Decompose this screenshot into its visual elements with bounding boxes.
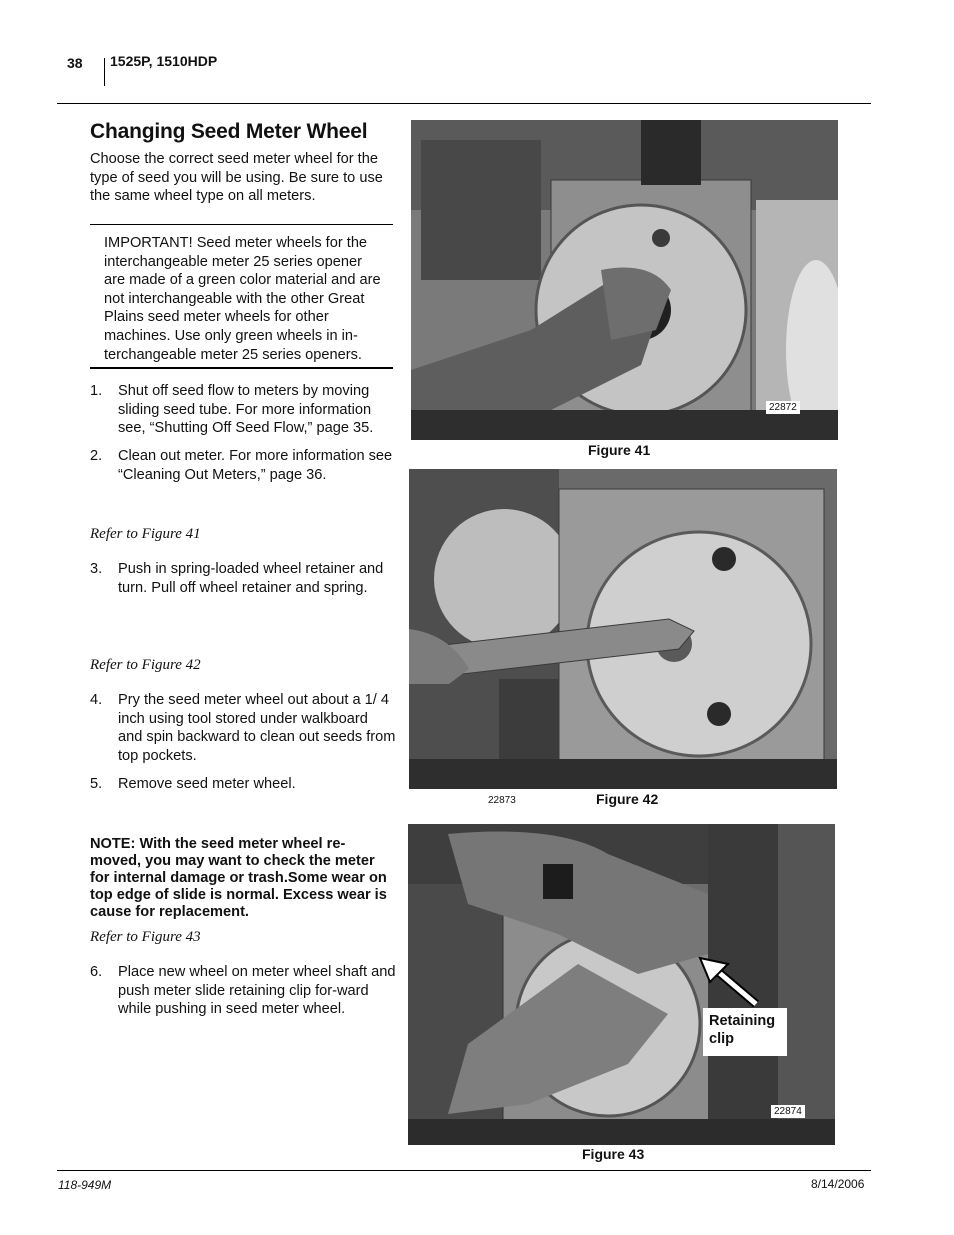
step-text: Shut off seed flow to meters by moving sliding seed tube. For more information see, “Shutting Off Seed Flow,” page 35.	[118, 383, 374, 437]
figure-caption: Figure 42	[596, 791, 659, 807]
step-number: 3.	[90, 561, 103, 577]
footer-rule	[57, 1170, 871, 1171]
step-number: 4.	[90, 692, 103, 708]
figure-caption: Figure 43	[582, 1146, 645, 1162]
step-number: 6.	[90, 964, 103, 980]
step-number: 5.	[90, 776, 103, 792]
figure-reference: Refer to Figure 43	[90, 929, 201, 945]
document-number: 118-949M	[58, 1178, 112, 1192]
retaining-clip-callout: Retaining clip	[703, 1008, 787, 1056]
pry-tool-image	[409, 469, 837, 789]
step-text: Place new wheel on meter wheel shaft and push meter slide retaining clip for-ward while pushing in seed meter wheel.	[118, 964, 396, 1018]
step-text: Pry the seed meter wheel out about a 1/ 4 inch using tool stored under walkboard and spin backward to clean out seeds from top pockets.	[118, 692, 396, 764]
figure-caption: Figure 41	[588, 442, 651, 458]
section-title: Changing Seed Meter Wheel	[90, 120, 368, 143]
step-text: Remove seed meter wheel.	[118, 776, 296, 792]
step-number: 1.	[90, 383, 103, 399]
note-paragraph: NOTE: With the seed meter wheel re-moved, you may want to check the meter for internal damage or trash.Some wear on top edge of slide is normal. Excess wear is cause for replacement.	[90, 836, 387, 920]
step-number: 2.	[90, 448, 103, 464]
step-text: Clean out meter. For more information see “Cleaning Out Meters,” page 36.	[118, 448, 393, 483]
model-title: 1525P, 1510HDP	[110, 53, 218, 69]
figure-reference: Refer to Figure 42	[90, 657, 201, 673]
photo-number: 22874	[771, 1105, 805, 1118]
figure-reference: Refer to Figure 41	[90, 526, 201, 542]
figure-42-photo	[409, 469, 837, 789]
figure-43-photo	[408, 824, 835, 1145]
important-notice: IMPORTANT! Seed meter wheels for the interchangeable meter 25 series opener are made of a green color material and are not interchangeable with the other Great Plains seed meter wheels for other machines. Use only green wheels in in-terchangeable meter 25 series openers.	[104, 235, 381, 363]
photo-number: 22872	[766, 401, 800, 414]
header-rule	[57, 103, 871, 104]
revision-date: 8/14/2006	[811, 1177, 865, 1191]
photo-number: 22873	[485, 794, 519, 807]
header-divider	[104, 58, 105, 86]
intro-paragraph: Choose the correct seed meter wheel for the type of seed you will be using. Be sure to use the same wheel type on all meters.	[90, 151, 383, 205]
figure-41-photo	[411, 120, 838, 440]
important-rule-bottom	[90, 367, 393, 369]
step-text: Push in spring-loaded wheel retainer and turn. Pull off wheel retainer and spring.	[118, 561, 384, 596]
important-rule-top	[90, 224, 393, 225]
new-wheel-install-image	[408, 824, 835, 1145]
callout-arrow-icon	[698, 956, 768, 1016]
page-number: 38	[67, 55, 83, 71]
meter-wheel-retainer-image	[411, 120, 838, 440]
